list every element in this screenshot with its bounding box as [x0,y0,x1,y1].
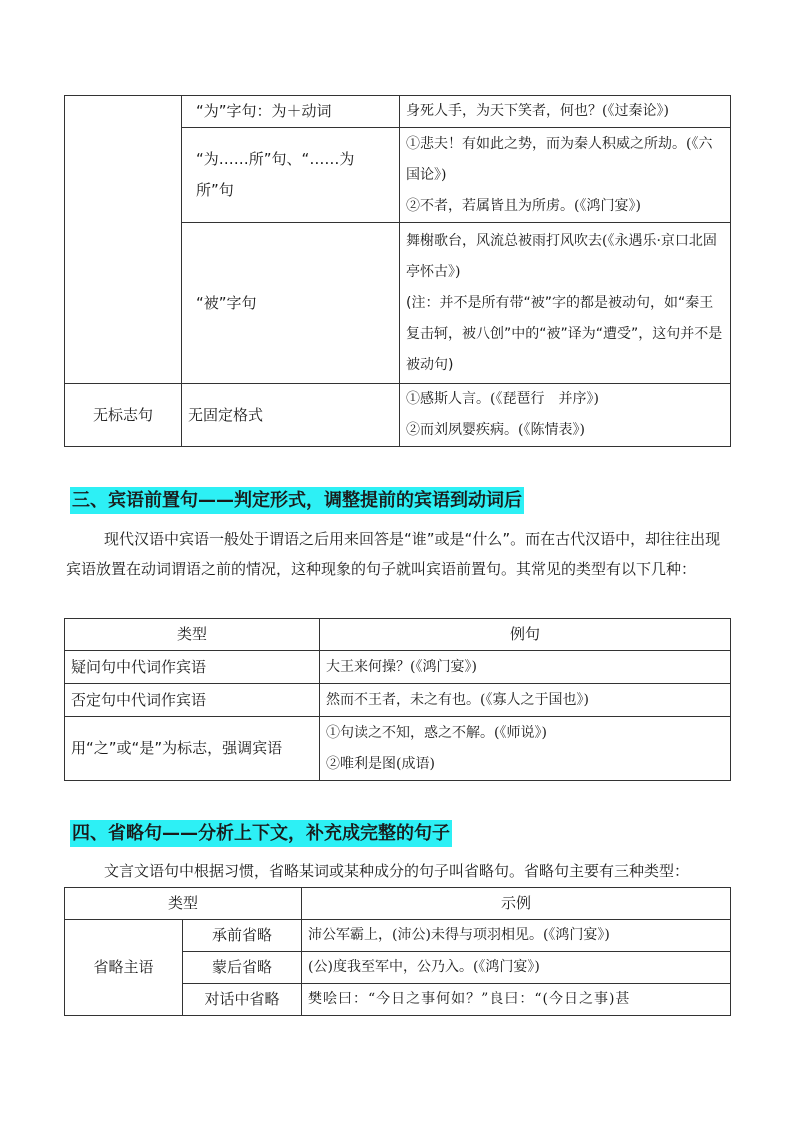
section-paragraph: 现代汉语中宾语一般处于谓语之后用来回答是“谁”或是“什么”。而在古代汉语中，却往往出现宾语放置在动词谓语之前的情况，这种现象的句子就叫宾语前置句。其常见的类型有以下几种： [66,530,721,578]
subtype-cell: “为……所”句、“……为所”句 [182,128,400,223]
example-cell: 然而不王者，未之有也。(《寡人之于国也》) [320,684,731,717]
table-row [65,684,731,717]
table-row [65,651,731,684]
type-cell: 用“之”或“是”为标志，强调宾语 [65,717,320,781]
table-header-row [65,888,731,920]
subtype-cell: “被”字句 [182,223,400,384]
type-cell: 否定句中代词作宾语 [65,684,320,717]
example-cell: 樊哙曰：“今日之事何如？”良曰：“(今日之事)甚 [302,984,731,1016]
subtype-cell: “为”字句：为＋动词 [182,96,400,128]
column-header: 例句 [320,619,731,651]
example-cell: (公)度我至军中，公乃入。(《鸿门宴》) [302,952,731,984]
example-line: ①句读之不知，惑之不解。(《师说》) [326,724,547,741]
example-cell [400,384,731,447]
example-cell: 大王来何操？(《鸿门宴》) [320,651,731,684]
table-row [65,717,731,781]
table-header-row [65,619,731,651]
category-cell-empty [65,96,182,384]
object-preposing-table [64,618,731,781]
example-line: 舞榭歌台，风流总被雨打风吹去(《永遇乐·京口北固亭怀古》) [406,232,717,280]
example-line: ②而刘夙婴疾病。(《陈情表》) [406,422,585,438]
section-heading: 三、宾语前置句——判定形式，调整提前的宾语到动词后 [70,487,524,514]
subtype-cell: 蒙后省略 [183,952,302,984]
ellipsis-sentence-table [64,887,731,1016]
example-cell: 沛公军霸上，(沛公)未得与项羽相见。(《鸿门宴》) [302,920,731,952]
passive-sentence-table [64,95,731,447]
section-heading: 四、省略句——分析上下文，补充成完整的句子 [70,820,452,847]
column-header: 示例 [302,888,731,920]
column-header: 类型 [65,888,302,920]
subtype-cell: 承前省略 [183,920,302,952]
example-line: ①感斯人言。(《琵琶行 并序》) [406,391,599,407]
table-row [65,96,731,128]
example-cell [400,96,731,128]
example-line: 身死人手，为天下笑者，何也？(《过秦论》) [406,103,669,119]
column-header: 类型 [65,619,320,651]
example-note: (注：并不是所有带“被”字的都是被动句，如“秦王复击轲，被八创”中的“被”译为“遭受”，这句并不是被动句) [406,294,723,373]
example-line: ②唯利是图(成语) [326,755,435,772]
subtype-cell: 无固定格式 [182,384,400,447]
type-cell: 疑问句中代词作宾语 [65,651,320,684]
example-cell [320,717,731,781]
category-cell: 省略主语 [65,920,183,1016]
example-line: ②不者，若属皆且为所虏。(《鸿门宴》) [406,197,641,214]
subtype-cell: 对话中省略 [183,984,302,1016]
section-paragraph: 文言文语句中根据习惯，省略某词或某种成分的句子叫省略句。省略句主要有三种类型： [104,862,690,880]
table-row [65,384,731,447]
example-cell [400,128,731,223]
example-line: ①悲夫！有如此之势，而为秦人积威之所劫。(《六国论》) [406,135,713,183]
table-row [65,920,731,952]
example-cell [400,223,731,384]
category-cell: 无标志句 [65,384,182,447]
